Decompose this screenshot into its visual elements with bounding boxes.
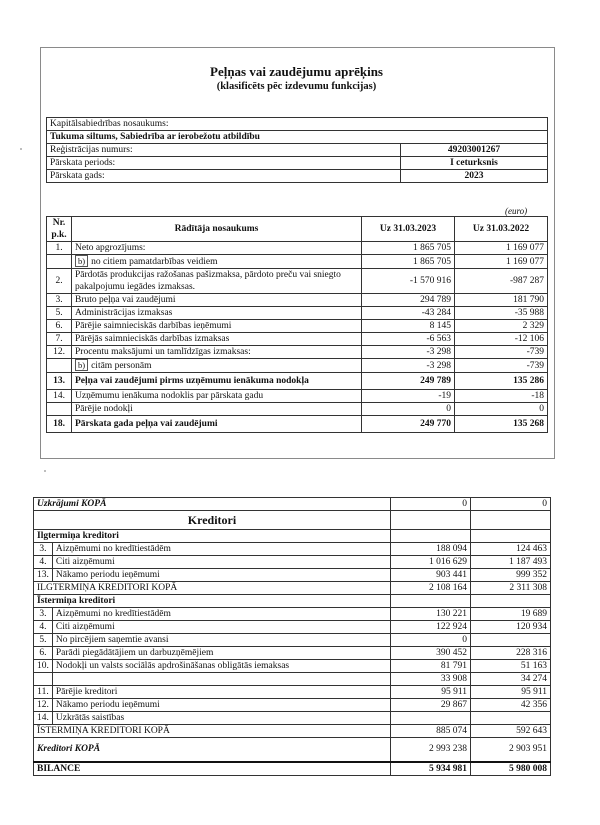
- pl-row-nr: 14.: [47, 390, 72, 403]
- bs-row-nr: [34, 673, 53, 686]
- bs-row-name: No pircējiem saņemtie avansi: [52, 634, 390, 647]
- bs-row-name: Uzkrājumi KOPĀ: [34, 498, 391, 511]
- bs-row-item: [34, 712, 551, 725]
- bs-row-v2: 120 934: [471, 621, 551, 634]
- bs-row-item: [34, 673, 551, 686]
- pl-row-2023: 8 145: [362, 320, 455, 333]
- bs-row-nr: 12.: [34, 699, 53, 712]
- bs-row-name: Pārējie kreditori: [52, 686, 390, 699]
- bs-row-item: [34, 699, 551, 712]
- bs-row-v1: 2 993 238: [391, 738, 471, 762]
- bs-row-nr: 11.: [34, 686, 53, 699]
- bs-row-item: [34, 621, 551, 634]
- pl-row-name: [72, 333, 362, 346]
- bs-row-v1: 95 911: [391, 686, 471, 699]
- pl-row-2023: -3 298: [362, 346, 455, 359]
- pl-row-2023: -19: [362, 390, 455, 403]
- page-subtitle: (klasificēts pēc izdevumu funkcijas): [216, 81, 377, 92]
- pl-row-label: Administrācijas izmaksas: [75, 308, 173, 318]
- bs-row-v2: 42 356: [471, 699, 551, 712]
- pl-row: [47, 320, 548, 333]
- bs-row-v2: [471, 634, 551, 647]
- year-row: [47, 170, 548, 183]
- bs-row-name: Īstermiņa kreditori: [34, 595, 391, 608]
- bs-row-v2: 5 980 008: [471, 762, 551, 776]
- bs-row-v1: [391, 595, 471, 608]
- bs-row-v2: 999 352: [471, 569, 551, 582]
- bs-row-name: Nākamo periodu ieņēmumi: [52, 699, 390, 712]
- pl-row-name: [72, 359, 362, 373]
- period-label: Pārskata periods:: [47, 157, 401, 170]
- pl-row-label: Pārējie saimnieciskās darbības ieņēmumi: [75, 321, 232, 331]
- bs-row-v2: 95 911: [471, 686, 551, 699]
- bs-row-v1: 130 221: [391, 608, 471, 621]
- bs-row-nr: 4.: [34, 621, 53, 634]
- bs-row-v1: 29 867: [391, 699, 471, 712]
- pl-row-2022: -35 988: [455, 307, 548, 320]
- pl-body: [47, 242, 548, 433]
- bs-row-v2: [471, 712, 551, 725]
- bs-row-name: ĪSTERMIŅA KREDITORI KOPĀ: [34, 725, 391, 738]
- pl-row-2022: 135 286: [455, 373, 548, 390]
- pl-row-label: Pārdotās produkcijas ražošanas pašizmaksa, pārdoto preču vai sniegto pakalpojumu iegādes izmaksas.: [75, 270, 341, 292]
- bs-row-total: [34, 582, 551, 595]
- pl-row-name: [72, 307, 362, 320]
- bs-row-v2: 124 463: [471, 543, 551, 556]
- bs-row-name: Parādi piegādātājiem un darbuzņēmējiem: [52, 647, 390, 660]
- bs-body: [34, 498, 551, 776]
- bs-row-v2: 51 163: [471, 660, 551, 673]
- bs-row-name: Ilgtermiņa kreditori: [34, 530, 391, 543]
- pl-row-2023: -3 298: [362, 359, 455, 373]
- bs-row-item: [34, 608, 551, 621]
- pl-row-2023: 1 865 705: [362, 255, 455, 269]
- bs-row-item: [34, 569, 551, 582]
- pl-row-2023: -43 284: [362, 307, 455, 320]
- pl-row-label: Pārskata gada peļņa vai zaudējumi: [75, 419, 218, 429]
- bs-row-nr: 6.: [34, 647, 53, 660]
- company-name-label: Kapitālsabiedrības nosaukums:: [47, 118, 548, 131]
- scan-speck: [20, 148, 22, 150]
- bs-cell-empty: [471, 511, 551, 530]
- bs-row-total-i: [34, 498, 551, 511]
- bs-row-v2: [471, 530, 551, 543]
- pl-row: [47, 416, 548, 433]
- year-label: Pārskata gads:: [47, 170, 401, 183]
- bs-row-item: [34, 556, 551, 569]
- bs-row-total: [34, 725, 551, 738]
- pl-row-name: [72, 346, 362, 359]
- bs-row-name: ILGTERMIŅA KREDITORI KOPĀ: [34, 582, 391, 595]
- pl-row-name: [72, 269, 362, 294]
- bs-row-name: Nākamo periodu ieņēmumi: [52, 569, 390, 582]
- col-nr: Nr. p.k.: [47, 217, 72, 242]
- pl-row-2022: -987 287: [455, 269, 548, 294]
- bs-row-item: [34, 647, 551, 660]
- bs-row-v1: 122 924: [391, 621, 471, 634]
- pl-row: [47, 359, 548, 373]
- pl-row-2023: 294 789: [362, 294, 455, 307]
- reg-value: 49203001267: [401, 144, 548, 157]
- col-2022: Uz 31.03.2022: [455, 217, 548, 242]
- year-value: 2023: [401, 170, 548, 183]
- bs-row-item: [34, 634, 551, 647]
- pl-row-label: citām personām: [91, 361, 152, 371]
- pl-row-label: Uzņēmumu ienākuma nodoklis par pārskata gadu: [75, 391, 264, 401]
- pl-row-label: Bruto peļņa vai zaudējumi: [75, 295, 176, 305]
- pl-row-name: [72, 242, 362, 255]
- bs-row-v2: 34 274: [471, 673, 551, 686]
- bs-row-v1: 5 934 981: [391, 762, 471, 776]
- pl-row-2022: -739: [455, 346, 548, 359]
- pl-row-label: Pārējie nodokļi: [75, 404, 133, 414]
- pl-row-2022: 2 329: [455, 320, 548, 333]
- pl-row-nr: 2.: [47, 269, 72, 294]
- bs-row-name: Nodokļi un valsts sociālās apdrošināšanas obligātās iemaksas: [52, 660, 390, 673]
- col-2023: Uz 31.03.2023: [362, 217, 455, 242]
- pl-row: [47, 242, 548, 255]
- pl-row-name: [72, 320, 362, 333]
- bs-row-v1: 903 441: [391, 569, 471, 582]
- bs-row-section: [34, 595, 551, 608]
- pl-row: [47, 333, 548, 346]
- bs-table: [33, 497, 551, 776]
- bs-row-v1: 81 791: [391, 660, 471, 673]
- bs-row-v1: [391, 712, 471, 725]
- bs-row-name: Uzkrātās saistības: [52, 712, 390, 725]
- pl-row-nr: [47, 255, 72, 269]
- bs-row-name: BILANCE: [34, 762, 391, 776]
- bs-row-nr: 13.: [34, 569, 53, 582]
- pl-row-label: Neto apgrozījums:: [75, 243, 146, 253]
- pl-row-nr: 3.: [47, 294, 72, 307]
- pl-row-2023: 1 865 705: [362, 242, 455, 255]
- pl-row-label: Peļņa vai zaudējumi pirms uzņēmumu ienākuma nodokļa: [75, 376, 309, 386]
- company-name-label-row: [47, 118, 548, 131]
- bs-row-name: Aizņēmumi no kredītiestādēm: [52, 608, 390, 621]
- pl-row-2023: -6 563: [362, 333, 455, 346]
- period-row: [47, 157, 548, 170]
- pl-row: [47, 390, 548, 403]
- pl-row-nr: 5.: [47, 307, 72, 320]
- pl-row-nr: [47, 403, 72, 416]
- bs-row-total-b: [34, 762, 551, 776]
- page-title: Peļņas vai zaudējumu aprēķins: [210, 64, 383, 79]
- bs-row-item: [34, 660, 551, 673]
- bs-row-v2: [471, 595, 551, 608]
- pl-row: [47, 307, 548, 320]
- bs-row-v1: 1 016 629: [391, 556, 471, 569]
- bs-cell-empty: [391, 511, 471, 530]
- pl-row-name: [72, 390, 362, 403]
- bs-row-heading: [34, 511, 551, 530]
- pl-row-2023: 249 770: [362, 416, 455, 433]
- bs-row-v2: 592 643: [471, 725, 551, 738]
- pl-row-label: no citiem pamatdarbības veidiem: [91, 257, 218, 267]
- bs-row-v1: 885 074: [391, 725, 471, 738]
- bs-row-v1: 0: [391, 498, 471, 511]
- pl-row-name: [72, 403, 362, 416]
- bs-row-v2: 1 187 493: [471, 556, 551, 569]
- bs-row-v1: 188 094: [391, 543, 471, 556]
- pl-row-2022: 1 169 077: [455, 242, 548, 255]
- company-name-row: [47, 131, 548, 144]
- pl-row-nr: 1.: [47, 242, 72, 255]
- bs-row-total-i: [34, 738, 551, 762]
- pl-row: [47, 294, 548, 307]
- company-info-table: [46, 117, 548, 183]
- pl-row-label: Procentu maksājumi un tamlīdzīgas izmaksas:: [75, 347, 251, 357]
- pl-row-2022: -739: [455, 359, 548, 373]
- pl-row-nr: 13.: [47, 373, 72, 390]
- pl-row: [47, 255, 548, 269]
- pl-row: [47, 403, 548, 416]
- pl-row-2022: -12 106: [455, 333, 548, 346]
- currency-note: (euro): [505, 206, 528, 216]
- pl-row-2022: 1 169 077: [455, 255, 548, 269]
- pl-row-name: [72, 255, 362, 269]
- bs-row-nr: 14.: [34, 712, 53, 725]
- bs-row-v1: 2 108 164: [391, 582, 471, 595]
- bs-row-name: Citi aizņēmumi: [52, 621, 390, 634]
- pl-row-2022: 181 790: [455, 294, 548, 307]
- bs-row-v2: 19 689: [471, 608, 551, 621]
- pl-header-row: [47, 217, 548, 242]
- bs-row-nr: 5.: [34, 634, 53, 647]
- pl-row-label: Pārējās saimnieciskās darbības izmaksas: [75, 334, 230, 344]
- bs-row-item: [34, 686, 551, 699]
- bs-row-nr: 10.: [34, 660, 53, 673]
- company-name-value: Tukuma siltums, Sabiedrība ar ierobežotu atbildību: [47, 131, 548, 144]
- bs-row-nr: 3.: [34, 608, 53, 621]
- bs-row-v1: 33 908: [391, 673, 471, 686]
- pl-row-name: [72, 294, 362, 307]
- pl-row: [47, 373, 548, 390]
- pl-row-name: [72, 416, 362, 433]
- pl-row: [47, 346, 548, 359]
- pl-row-nr: 12.: [47, 346, 72, 359]
- pl-row-nr: [47, 359, 72, 373]
- pl-row-2023: -1 570 916: [362, 269, 455, 294]
- bs-heading: Kreditori: [34, 511, 391, 530]
- pl-row-nr: 18.: [47, 416, 72, 433]
- bs-row-v2: 2 903 951: [471, 738, 551, 762]
- pl-row-2023: 0: [362, 403, 455, 416]
- bs-row-name: Kreditori KOPĀ: [34, 738, 391, 762]
- pl-row-nr: 6.: [47, 320, 72, 333]
- bs-row-v2: 2 311 308: [471, 582, 551, 595]
- scan-speck: [44, 470, 46, 472]
- bs-row-name: [52, 673, 390, 686]
- bs-row-v1: 390 452: [391, 647, 471, 660]
- pl-row-name: [72, 373, 362, 390]
- bs-row-nr: 4.: [34, 556, 53, 569]
- pl-row-sub: b): [75, 255, 88, 267]
- bs-row-v2: 228 316: [471, 647, 551, 660]
- period-value: I ceturksnis: [401, 157, 548, 170]
- pl-table: [46, 216, 548, 433]
- bs-row-v1: [391, 530, 471, 543]
- col-name: Rādītāja nosaukums: [72, 217, 362, 242]
- bs-row-item: [34, 543, 551, 556]
- pl-row-2022: 135 268: [455, 416, 548, 433]
- bs-row-nr: 3.: [34, 543, 53, 556]
- bs-row-name: Citi aizņēmumi: [52, 556, 390, 569]
- bs-row-v1: 0: [391, 634, 471, 647]
- bs-row-name: Aizņēmumi no kredītiestādēm: [52, 543, 390, 556]
- pl-row-nr: 7.: [47, 333, 72, 346]
- pl-row-2022: -18: [455, 390, 548, 403]
- pl-row-2022: 0: [455, 403, 548, 416]
- pl-row-sub: b): [75, 359, 88, 371]
- pl-row-2023: 249 789: [362, 373, 455, 390]
- reg-label: Reģistrācijas numurs:: [47, 144, 401, 157]
- pl-row: [47, 269, 548, 294]
- reg-row: [47, 144, 548, 157]
- bs-row-section: [34, 530, 551, 543]
- bs-row-v2: 0: [471, 498, 551, 511]
